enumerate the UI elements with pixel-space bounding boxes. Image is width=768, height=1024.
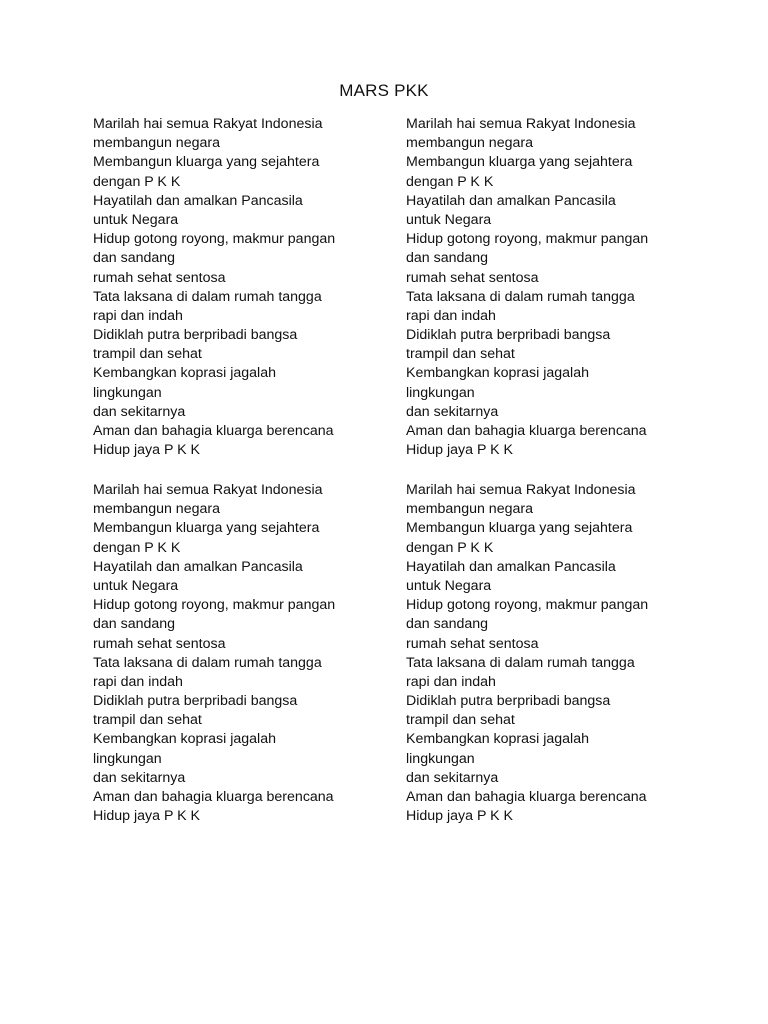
lyric-line: Tata laksana di dalam rumah tangga — [93, 654, 322, 671]
page-title: MARS PKK — [339, 81, 429, 100]
lyric-line: Hayatilah dan amalkan Pancasila — [93, 192, 303, 209]
lyric-line: trampil dan sehat — [406, 712, 515, 729]
lyric-line: dengan P K K — [406, 539, 494, 556]
lyric-line: Tata laksana di dalam rumah tangga — [406, 654, 635, 671]
lyrics-block-top-right — [406, 115, 696, 460]
lyric-line: Didiklah putra berpribadi bangsa — [406, 693, 611, 710]
lyric-line: Didiklah putra berpribadi bangsa — [93, 693, 298, 710]
lyric-line: Membangun kluarga yang sejahtera — [93, 520, 320, 537]
lyric-line: lingkungan — [406, 750, 475, 767]
lyric-line: Tata laksana di dalam rumah tangga — [93, 288, 322, 305]
lyric-line: membangun negara — [406, 135, 533, 152]
lyric-line: lingkungan — [93, 750, 162, 767]
lyric-line: trampil dan sehat — [93, 712, 202, 729]
lyric-line: Hidup gotong royong, makmur pangan — [406, 231, 649, 248]
lyric-line: Marilah hai semua Rakyat Indonesia — [406, 116, 636, 132]
lyric-line: membangun negara — [406, 501, 533, 518]
lyric-line: membangun negara — [93, 135, 220, 152]
lyric-line: Hayatilah dan amalkan Pancasila — [406, 558, 616, 575]
lyric-line: rapi dan indah — [93, 307, 183, 324]
lyric-line: untuk Negara — [93, 211, 179, 228]
lyric-line: Hidup jaya P K K — [93, 442, 200, 459]
lyric-line: dengan P K K — [93, 173, 181, 190]
lyric-line: rapi dan indah — [406, 307, 496, 324]
lyric-line: lingkungan — [406, 384, 475, 401]
lyric-line: Marilah hai semua Rakyat Indonesia — [93, 482, 323, 498]
lyric-line: dengan P K K — [406, 173, 494, 190]
lyric-line: Hidup gotong royong, makmur pangan — [93, 231, 336, 248]
lyric-line: rumah sehat sentosa — [406, 269, 539, 286]
lyric-line: Aman dan bahagia kluarga berencana — [93, 789, 334, 805]
lyric-line: Hayatilah dan amalkan Pancasila — [93, 558, 303, 575]
lyric-line: dan sekitarnya — [406, 403, 499, 420]
lyric-line: Didiklah putra berpribadi bangsa — [406, 327, 611, 344]
lyric-line: lingkungan — [93, 384, 162, 401]
lyric-line: Marilah hai semua Rakyat Indonesia — [93, 116, 323, 132]
lyrics-block-bottom-left — [93, 481, 383, 826]
lyric-line: Aman dan bahagia kluarga berencana — [406, 789, 647, 805]
lyric-line: trampil dan sehat — [93, 346, 202, 363]
lyric-line: Membangun kluarga yang sejahtera — [406, 520, 633, 537]
lyric-line: rumah sehat sentosa — [406, 635, 539, 652]
lyric-line: rapi dan indah — [93, 673, 183, 690]
lyric-line: Membangun kluarga yang sejahtera — [406, 154, 633, 171]
lyric-line: Marilah hai semua Rakyat Indonesia — [406, 482, 636, 498]
lyric-line: Didiklah putra berpribadi bangsa — [93, 327, 298, 344]
lyric-line: Hidup jaya P K K — [406, 442, 513, 459]
lyric-line: untuk Negara — [93, 577, 179, 594]
lyric-line: rumah sehat sentosa — [93, 269, 226, 286]
lyric-line: dan sekitarnya — [93, 403, 186, 420]
lyric-line: Kembangkan koprasi jagalah — [93, 731, 276, 748]
lyric-line: dan sekitarnya — [93, 769, 186, 786]
lyric-line: untuk Negara — [406, 211, 492, 228]
lyric-line: Tata laksana di dalam rumah tangga — [406, 288, 635, 305]
lyric-line: Kembangkan koprasi jagalah — [406, 365, 589, 382]
lyric-line: membangun negara — [93, 501, 220, 518]
lyrics-block-bottom-right — [406, 481, 696, 826]
lyrics-block-top-left — [93, 115, 383, 460]
lyric-line: Membangun kluarga yang sejahtera — [93, 154, 320, 171]
lyric-line: dan sekitarnya — [406, 769, 499, 786]
lyric-line: dan sandang — [406, 616, 489, 633]
lyric-line: dan sandang — [93, 250, 176, 267]
lyric-line: dan sandang — [406, 250, 489, 267]
lyric-line: Kembangkan koprasi jagalah — [406, 731, 589, 748]
lyric-line: untuk Negara — [406, 577, 492, 594]
lyric-line: Hidup gotong royong, makmur pangan — [93, 597, 336, 614]
lyric-line: Aman dan bahagia kluarga berencana — [406, 423, 647, 439]
lyric-line: trampil dan sehat — [406, 346, 515, 363]
lyric-line: dengan P K K — [93, 539, 181, 556]
lyric-line: Hidup jaya P K K — [406, 808, 513, 825]
lyric-line: dan sandang — [93, 616, 176, 633]
lyric-line: rapi dan indah — [406, 673, 496, 690]
lyric-line: Aman dan bahagia kluarga berencana — [93, 423, 334, 439]
lyric-line: Hayatilah dan amalkan Pancasila — [406, 192, 616, 209]
lyric-line: Hidup gotong royong, makmur pangan — [406, 597, 649, 614]
lyric-line: Hidup jaya P K K — [93, 808, 200, 825]
lyric-line: rumah sehat sentosa — [93, 635, 226, 652]
lyric-line: Kembangkan koprasi jagalah — [93, 365, 276, 382]
